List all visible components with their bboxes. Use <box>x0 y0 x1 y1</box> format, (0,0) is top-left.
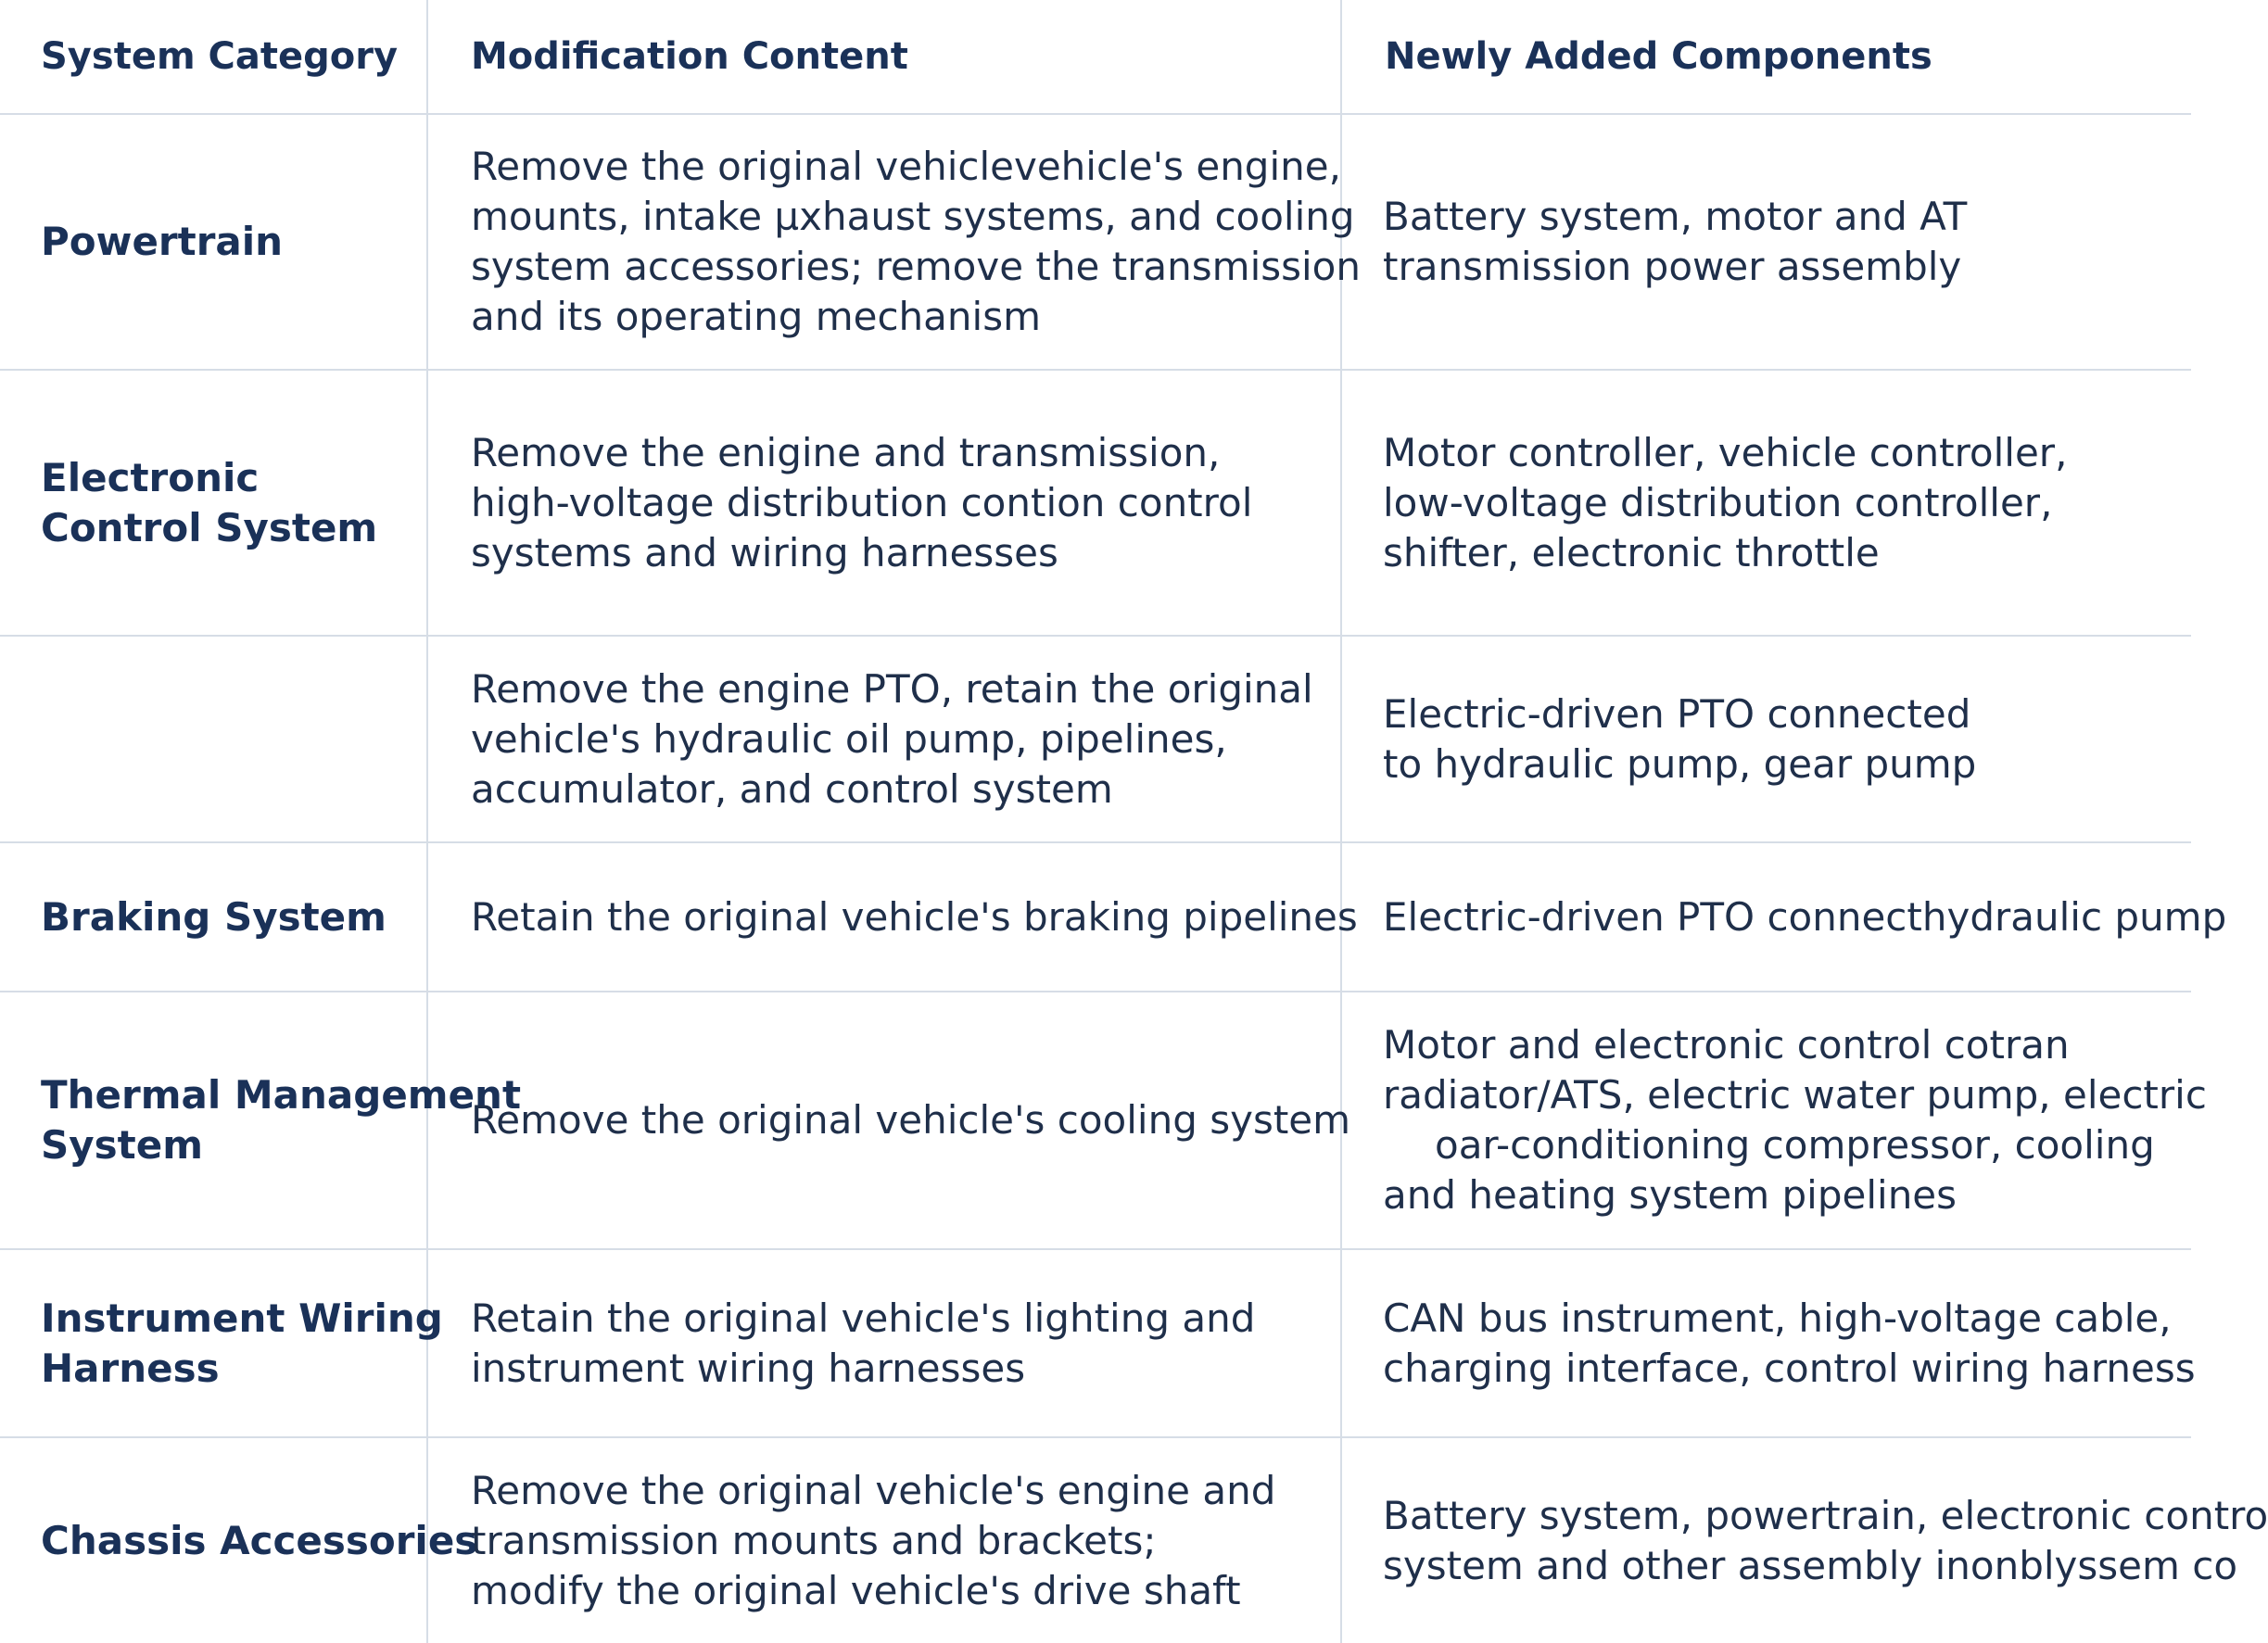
table-header-row <box>0 0 2191 114</box>
modification-cell <box>427 370 1341 636</box>
table-row <box>0 1437 2191 1643</box>
modification-text: system accessories; remove the transmission <box>471 244 1361 289</box>
category-text: System <box>41 1122 203 1168</box>
components-text: and heating system pipelines <box>1383 1172 1958 1218</box>
components-text: oar-conditioning compressor, cooling <box>1435 1122 2155 1168</box>
components-text: shifter, electronic throttle <box>1383 529 1880 575</box>
components-text: Electric-driven PTO connected <box>1383 690 1971 737</box>
modification-cell <box>427 1249 1341 1437</box>
components-text: Electric-driven PTO connecthydraulic pump <box>1383 893 2227 940</box>
modification-text: mounts, intake µxhaust systems, and cooling <box>471 194 1355 239</box>
modification-text: instrument wiring harnesses <box>471 1345 1026 1391</box>
category-cell <box>0 114 427 370</box>
category-text: Braking System <box>41 893 386 940</box>
components-text: Motor controller, vehicle controller, <box>1383 429 2068 475</box>
table-row <box>0 1249 2191 1437</box>
table-row <box>0 636 2191 842</box>
components-cell <box>1341 992 2207 1249</box>
modification-text: Remove the original vehicle's cooling system <box>471 1097 1351 1143</box>
modification-text: Retain the original vehicle's braking pipelines <box>471 893 1358 940</box>
components-text: charging interface, control wiring harness <box>1383 1345 2196 1391</box>
category-cell <box>0 842 427 992</box>
components-cell <box>1341 1437 2268 1643</box>
category-text: Control System <box>41 504 378 550</box>
category-text: Harness <box>41 1345 220 1391</box>
category-text: Electronic <box>41 454 260 500</box>
category-cell <box>0 992 522 1249</box>
components-cell <box>1341 370 2191 636</box>
table-row <box>0 992 2191 1249</box>
components-cell <box>1341 636 2191 842</box>
modification-text: systems and wiring harnesses <box>471 529 1058 575</box>
modification-cell <box>427 842 1358 992</box>
table-row <box>0 114 2191 370</box>
modification-text: modify the original vehicle's drive shaft <box>471 1567 1241 1613</box>
modification-cell <box>427 636 1341 842</box>
components-cell <box>1341 842 2227 992</box>
modification-text: Remove the engine PTO, retain the original <box>471 665 1313 712</box>
modification-text: Retain the original vehicle's lighting and <box>471 1295 1256 1341</box>
components-text: Battery system, motor and AT <box>1383 194 1968 239</box>
components-cell <box>1341 1249 2196 1437</box>
modification-cell <box>427 1437 1341 1643</box>
modification-text: and its operating mechanism <box>471 294 1041 339</box>
modification-text: vehicle's hydraulic oil pump, pipelines, <box>471 715 1227 762</box>
modification-cell <box>427 114 1361 370</box>
category-cell <box>0 1249 443 1437</box>
category-cell-empty <box>0 636 427 842</box>
modification-cell <box>427 992 1351 1249</box>
modification-text: Remove the enigine and transmission, <box>471 429 1221 475</box>
table-row <box>0 370 2191 636</box>
header-modification-content: Modification Content <box>427 0 1341 114</box>
components-text: radiator/ATS, electric water pump, electric <box>1383 1072 2207 1118</box>
category-cell <box>0 1437 478 1643</box>
modification-text: high-voltage distribution contion control <box>471 479 1253 525</box>
category-text: Instrument Wiring <box>41 1295 443 1341</box>
components-text: transmission power assembly <box>1383 244 1962 289</box>
components-text: system and other assembly inonblyssem co <box>1383 1542 2238 1588</box>
components-text: to hydraulic pump, gear pump <box>1383 740 1977 787</box>
components-text: low-voltage distribution controller, <box>1383 479 2053 525</box>
category-cell <box>0 370 427 636</box>
modification-text: Remove the original vehiclevehicle's engine, <box>471 144 1341 189</box>
category-text: Chassis Accessories <box>41 1517 478 1563</box>
modification-text: Remove the original vehicle's engine and <box>471 1467 1276 1513</box>
components-cell <box>1341 114 2191 370</box>
components-text: CAN bus instrument, high-voltage cable, <box>1383 1295 2172 1341</box>
modification-text: accumulator, and control system <box>471 765 1113 812</box>
category-text: Thermal Management <box>41 1072 522 1118</box>
modification-text: transmission mounts and brackets; <box>471 1517 1157 1563</box>
header-system-category: System Category <box>0 0 427 114</box>
components-text: Motor and electronic control cotran <box>1383 1022 2070 1068</box>
components-text: Battery system, powertrain, electronic contro <box>1383 1492 2268 1538</box>
header-newly-added-components: Newly Added Components <box>1341 0 2191 114</box>
table-row <box>0 842 2191 992</box>
category-text: Powertrain <box>41 219 284 264</box>
